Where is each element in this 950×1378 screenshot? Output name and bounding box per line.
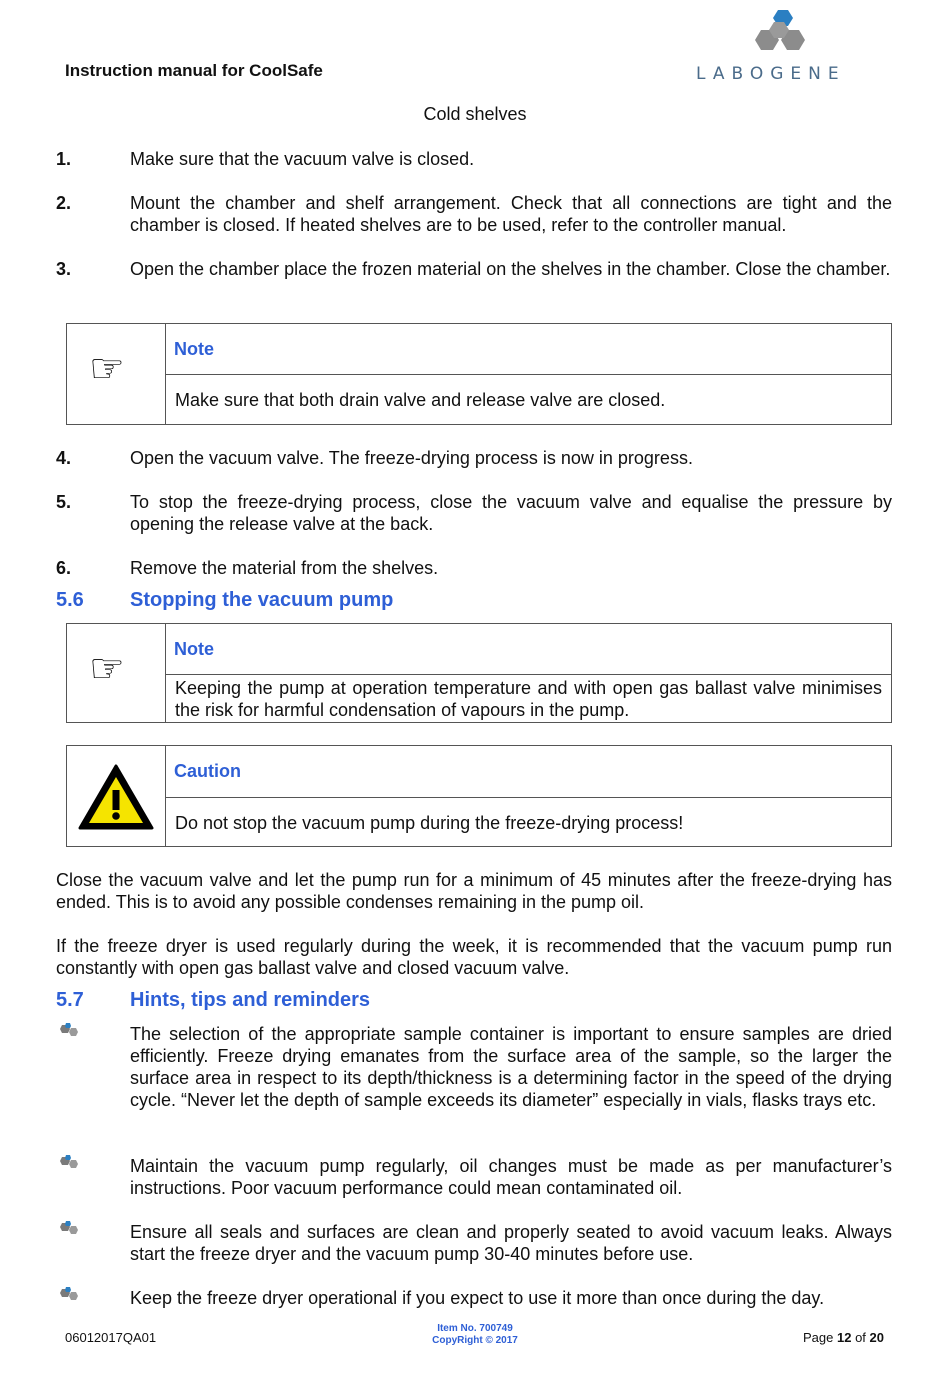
tip-item [56, 1221, 892, 1265]
tip-item [56, 1155, 892, 1199]
caution-icon-cell [67, 746, 166, 846]
note-text: Make sure that both drain valve and release valve are closed. [175, 390, 666, 410]
document-header-title: Instruction manual for CoolSafe [65, 61, 323, 80]
tip-text: Ensure all seals and surfaces are clean and properly seated to avoid vacuum leaks. Always start the freeze dryer and the vacuum pump 30-40 minutes before use. [130, 1222, 892, 1264]
footer-copyright: CopyRight © 2017 [432, 1335, 518, 1346]
page-current: 12 [836, 1330, 852, 1345]
caution-box [66, 745, 892, 847]
page-of: of [851, 1330, 870, 1345]
step-text: Open the chamber place the frozen material on the shelves in the chamber. Close the chamber. [130, 259, 891, 279]
step-text: Open the vacuum valve. The freeze-drying process is now in progress. [130, 448, 693, 468]
step-number: 5. [56, 492, 72, 512]
logo-hexagons-icon [690, 6, 890, 66]
tip-bullet-icon [56, 1287, 82, 1303]
note-label: Note [174, 339, 214, 359]
tip-text: Keep the freeze dryer operational if you expect to use it more than once during the day. [130, 1288, 825, 1308]
logo-wordmark: LABOGENE [696, 64, 846, 84]
step-item [56, 557, 892, 579]
step-number: 2. [56, 193, 72, 213]
note-text: Keeping the pump at operation temperature and with open gas ballast valve minimises the risk for harmful condensation of vapours in the pump. [175, 678, 882, 720]
tip-bullet-icon [56, 1221, 82, 1237]
note-label-row [165, 324, 891, 375]
page-total: 20 [869, 1330, 884, 1345]
step-item [56, 491, 892, 535]
step-item [56, 192, 892, 236]
section-number: 5.7 [56, 989, 84, 1011]
caution-label: Caution [174, 761, 241, 781]
note-label: Note [174, 639, 214, 659]
step-text: To stop the freeze-drying process, close the vacuum valve and equalise the pressure by opening the release valve at the back. [130, 492, 892, 534]
footer-doc-code: 06012017QA01 [65, 1330, 157, 1345]
caution-label-row [165, 746, 891, 798]
step-number: 4. [56, 448, 72, 468]
note-icon-cell [67, 324, 166, 424]
tip-text: The selection of the appropriate sample container is important to ensure samples are dried efficiently. Freeze drying emanates from the surface area of the sample, so the larger the surface area in respect to its depth/thickness is a determining factor in the speed of the drying cycle. “Never let the depth of sample exceeds its diameter” especially in vials, flasks trays etc. [130, 1024, 892, 1110]
tip-item [56, 1287, 892, 1309]
step-number: 3. [56, 259, 72, 279]
subsection-title: Cold shelves [423, 104, 527, 124]
tip-text: Maintain the vacuum pump regularly, oil changes must be made as per manufacturer’s instructions. Poor vacuum performance could mean contaminated oil. [130, 1156, 892, 1198]
body-paragraph: If the freeze dryer is used regularly during the week, it is recommended that the vacuum pump run constantly with open gas ballast valve and closed vacuum valve. [56, 936, 892, 978]
step-item [56, 258, 892, 280]
note-label-row [165, 624, 891, 675]
step-text: Make sure that the vacuum valve is closed. [130, 149, 475, 169]
page-prefix: Page [803, 1330, 837, 1345]
section-heading [56, 589, 393, 612]
tip-bullet-icon [56, 1023, 82, 1039]
warning-triangle-icon [77, 763, 155, 831]
labogene-logo [690, 6, 890, 86]
pointing-hand-icon: ☞ [89, 646, 125, 692]
caution-text: Do not stop the vacuum pump during the freeze-drying process! [175, 813, 684, 833]
note-box [66, 623, 892, 723]
section-title: Stopping the vacuum pump [130, 589, 394, 611]
step-text: Remove the material from the shelves. [130, 558, 439, 578]
footer-item-info [375, 1323, 575, 1347]
body-paragraph: Close the vacuum valve and let the pump run for a minimum of 45 minutes after the freeze-drying has ended. This is to avoid any possible condenses remaining in the pump oil. [56, 870, 892, 912]
step-number: 6. [56, 558, 72, 578]
footer-page-number [803, 1330, 884, 1345]
footer-item-number: Item No. 700749 [437, 1323, 513, 1334]
note-box [66, 323, 892, 425]
pointing-hand-icon: ☞ [89, 346, 125, 392]
step-number: 1. [56, 149, 72, 169]
section-heading [56, 989, 370, 1012]
step-item [56, 148, 892, 170]
section-number: 5.6 [56, 589, 84, 611]
step-text: Mount the chamber and shelf arrangement. Check that all connections are tight and the chamber is closed. If heated shelves are to be used, refer to the controller manual. [130, 193, 892, 235]
note-icon-cell [67, 624, 166, 722]
tip-item [56, 1023, 892, 1111]
step-item [56, 447, 892, 469]
tip-bullet-icon [56, 1155, 82, 1171]
section-title: Hints, tips and reminders [130, 989, 371, 1011]
